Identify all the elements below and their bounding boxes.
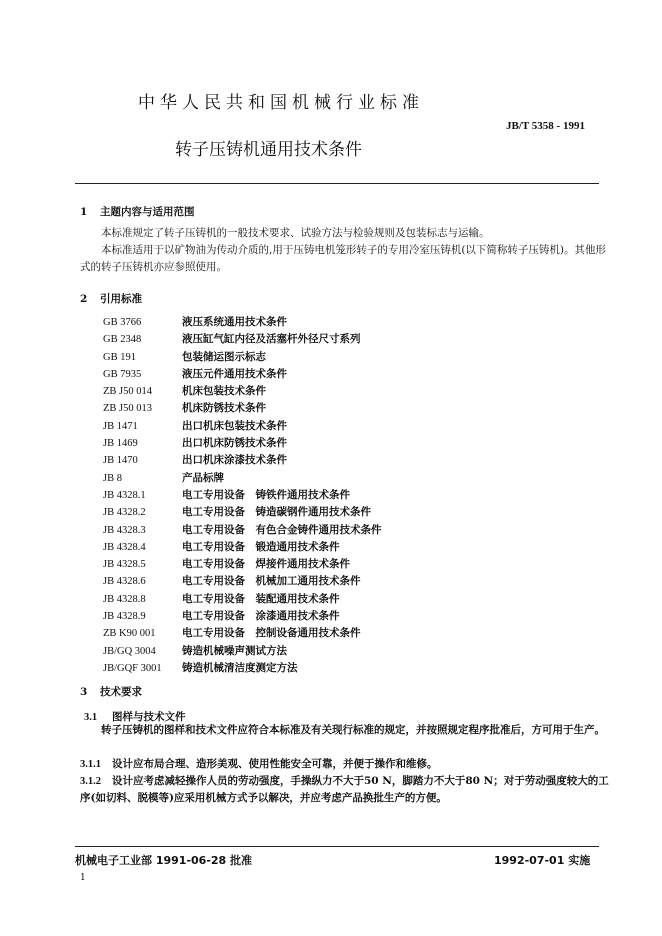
standard-title: 中华人民共和国机械行业标准	[138, 93, 424, 113]
section-3-heading	[80, 684, 142, 699]
section-1-number: 1	[80, 206, 88, 218]
reference-title: 液压缸气缸内径及活塞杆外径尺寸系列	[182, 333, 361, 346]
section-1-para-2: 本标准适用于以矿物油为传动介质的,用于压铸电机笼形转子的专用冷室压铸机(以下简称转子压铸机)。其他形式的转子压铸机亦应参照使用。	[80, 244, 607, 273]
reference-row	[103, 383, 382, 400]
reference-title: 电工专用设备 铸造碳钢件通用技术条件	[182, 506, 371, 519]
reference-code: GB 2348	[103, 334, 142, 346]
reference-title: 电工专用设备 铸铁件通用技术条件	[182, 488, 350, 501]
reference-title: 液压元件通用技术条件	[182, 367, 287, 380]
reference-code: JB/GQ 3004	[103, 645, 156, 657]
reference-code: JB 4328.1	[103, 489, 146, 501]
reference-title: 液压系统通用技术条件	[182, 316, 287, 328]
reference-code: ZB K90 001	[103, 628, 156, 640]
reference-code: JB 4328.9	[103, 611, 146, 623]
reference-code: JB 4328.4	[103, 541, 146, 553]
reference-list	[103, 314, 382, 677]
reference-code: JB 8	[103, 472, 122, 484]
reference-row	[103, 331, 382, 348]
section-1-title: 主题内容与适用范围	[100, 206, 195, 218]
reference-row	[103, 470, 382, 487]
reference-title: 电工专用设备 涂漆通用技术条件	[182, 610, 340, 623]
reference-row	[103, 573, 382, 590]
reference-title: 电工专用设备 机械加工通用技术条件	[182, 575, 361, 588]
reference-code: JB 1469	[103, 438, 138, 450]
reference-title: 电工专用设备 有色合金铸件通用技术条件	[182, 523, 382, 536]
subsection-3-1-1	[80, 756, 610, 773]
reference-code: JB/GQF 3001	[103, 662, 162, 674]
subsection-3-1-2-number: 3.1.2	[80, 776, 101, 787]
subsection-3-1-1-text: 设计应布局合理、造形美观、使用性能安全可靠，并便于操作和维修。	[112, 758, 438, 770]
reference-code: GB 7935	[103, 368, 142, 380]
reference-code: JB 4328.5	[103, 559, 146, 571]
reference-code: JB 4328.6	[103, 576, 146, 588]
page-number: 1	[80, 873, 86, 883]
reference-row	[103, 487, 382, 504]
reference-code: GB 3766	[103, 317, 142, 328]
reference-row	[103, 452, 382, 469]
reference-row	[103, 660, 382, 677]
section-1-para-1: 本标准规定了转子压铸机的一般技术要求、试验方法与检验规则及包装标志与运输。	[101, 227, 490, 239]
reference-code: JB 4328.2	[103, 507, 146, 519]
reference-title: 出口机床包装技术条件	[182, 419, 287, 432]
reference-row	[103, 556, 382, 573]
reference-title: 机床包装技术条件	[182, 385, 266, 398]
section-3-title: 技术要求	[100, 686, 142, 698]
reference-title: 产品标牌	[182, 471, 224, 484]
reference-row	[103, 418, 382, 435]
section-1-body	[80, 225, 610, 276]
reference-row	[103, 314, 382, 331]
reference-title: 机床防锈技术条件	[182, 402, 266, 415]
standard-code: JB/T 5358 - 1991	[506, 120, 585, 132]
subsection-3-1-2-text: 设计应考虑减轻操作人员的劳动强度，手操纵力不大于50 N，脚踏力不大于80 N；对于劳动强度较大的工序(如切料、脱模等)应采用机械方式予以解决，并应考虑产品换批生产的方便。	[80, 775, 609, 804]
header-divider	[75, 183, 599, 184]
section-2-number: 2	[80, 293, 88, 305]
reference-row	[103, 366, 382, 383]
subsection-3-1-1-number: 3.1.1	[80, 759, 101, 770]
reference-title: 出口机床防锈技术条件	[182, 437, 287, 450]
approval-info: 机械电子工业部 1991-06-28 批准	[75, 854, 253, 867]
reference-title: 铸造机械噪声测试方法	[182, 644, 287, 657]
subsection-3-1-2	[80, 773, 610, 807]
subsection-3-1-number: 3.1	[84, 712, 98, 723]
reference-row	[103, 625, 382, 642]
reference-row	[103, 608, 382, 625]
reference-title: 电工专用设备 焊接件通用技术条件	[182, 558, 350, 571]
reference-title: 铸造机械清洁度测定方法	[182, 661, 298, 674]
document-title: 转子压铸机通用技术条件	[175, 140, 362, 160]
subsection-3-1-title: 图样与技术文件	[112, 711, 186, 723]
reference-code: JB 4328.3	[103, 524, 146, 536]
reference-code: ZB J50 013	[103, 403, 153, 415]
reference-row	[103, 522, 382, 539]
section-2-heading	[80, 291, 142, 306]
reference-title: 电工专用设备 控制设备通用技术条件	[182, 627, 361, 640]
reference-code: JB 1470	[103, 455, 138, 467]
reference-row	[103, 539, 382, 556]
subsection-3-1-body	[80, 722, 610, 739]
reference-code: JB 4328.8	[103, 593, 146, 605]
reference-code: ZB J50 014	[103, 386, 153, 398]
reference-row	[103, 591, 382, 608]
implementation-info: 1992-07-01 实施	[494, 854, 591, 867]
footer-divider	[75, 846, 599, 847]
reference-code: JB 1471	[103, 420, 138, 432]
reference-row	[103, 504, 382, 521]
reference-title: 电工专用设备 锻造通用技术条件	[182, 540, 340, 553]
subsection-3-1-text: 转子压铸机的图样和技术文件应符合本标准及有关现行标准的规定，并按照规定程序批准后，方可用于生产。	[101, 724, 605, 736]
section-3-number: 3	[80, 686, 88, 698]
reference-row	[103, 643, 382, 660]
reference-row	[103, 349, 382, 366]
reference-row	[103, 400, 382, 417]
section-1-heading	[80, 204, 195, 219]
reference-code: GB 191	[103, 351, 136, 363]
reference-row	[103, 435, 382, 452]
reference-title: 电工专用设备 装配通用技术条件	[182, 592, 340, 605]
section-2-title: 引用标准	[100, 293, 142, 305]
reference-title: 出口机床涂漆技术条件	[182, 454, 287, 467]
reference-title: 包装储运图示标志	[182, 350, 266, 363]
